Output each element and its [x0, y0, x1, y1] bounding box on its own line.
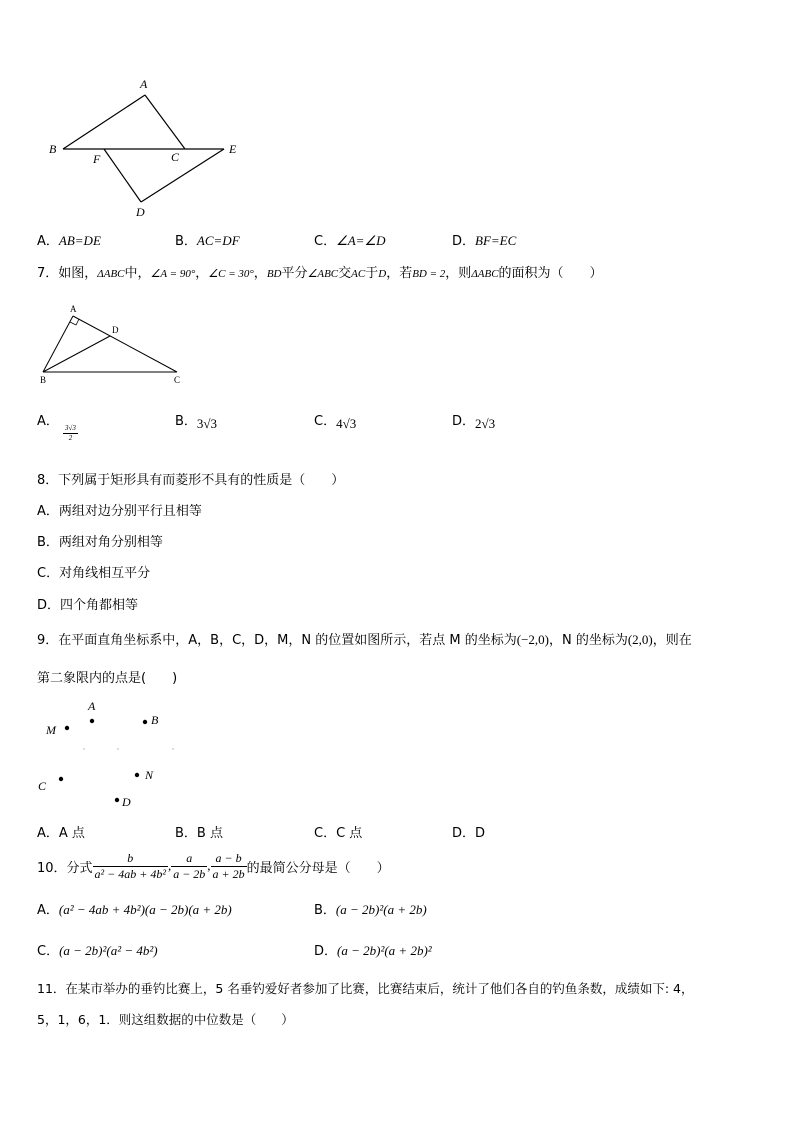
- point-b: [143, 720, 147, 724]
- q10-option-a[interactable]: A．(a² − 4ab + 4b²)(a − 2b)(a + 2b): [37, 902, 232, 918]
- q9-option-a[interactable]: A．A 点: [37, 826, 85, 841]
- tri-label-d: D: [112, 325, 119, 335]
- q7-stem: 7．如图，ΔABC中，∠A = 90°，∠C = 30°，BD平分∠ABC交AC于D，若BD = 2，则ΔABC的面积为（ ）: [37, 266, 603, 281]
- point-label-f: F: [93, 152, 101, 166]
- q7-option-d[interactable]: D．2√3: [452, 414, 496, 431]
- point-n: [135, 773, 139, 777]
- point-label-d: D: [136, 205, 145, 219]
- q8-option-d[interactable]: D．四个角都相等: [37, 598, 139, 613]
- q9-stem-line2: 第二象限内的点是( ): [37, 671, 178, 686]
- point-label-a: A: [88, 699, 96, 713]
- q8-stem: 8．下列属于矩形具有而菱形不具有的性质是（ ）: [37, 473, 345, 488]
- q10-stem: 10．分式 $\frac{b}{\text{a² − 4ab + 4b²}}$ , $\frac{a}{a - 2b}$ , $\frac{a - b}{a + 2b}$ 的最简公分母是（ ）: [37, 850, 390, 881]
- tri-label-b: B: [40, 375, 47, 385]
- point-a: [90, 719, 94, 723]
- q7-option-c[interactable]: C．4√3: [314, 414, 357, 431]
- tri-label-a: A: [70, 304, 77, 314]
- point-label-b: B: [49, 142, 57, 156]
- q6-option-b[interactable]: B．AC=DF: [175, 233, 240, 249]
- q6-option-c[interactable]: C．∠A=∠D: [314, 233, 386, 249]
- point-label-e: E: [229, 142, 237, 156]
- q9-option-d[interactable]: D．D: [452, 826, 486, 841]
- q6-option-a[interactable]: A．AB=DE: [37, 233, 101, 249]
- q8-option-b[interactable]: B．两组对角分别相等: [37, 535, 163, 550]
- point-d: [115, 798, 119, 802]
- q9-stem-line1: 9．在平面直角坐标系中，A，B，C，D，M，N 的位置如图所示，若点 M 的坐标为(−2,0)，N 的坐标为(2,0)，则在: [37, 632, 692, 648]
- point-label-a: A: [140, 77, 148, 91]
- point-m: [65, 726, 69, 730]
- point-label-m: M: [46, 723, 56, 737]
- point-label-c: C: [171, 150, 180, 164]
- q7-option-a[interactable]: A． $\frac{3√3}{2}$: [37, 414, 76, 442]
- q10-option-b[interactable]: B．(a − 2b)²(a + 2b): [314, 902, 427, 918]
- point-label-b: B: [151, 713, 159, 727]
- q10-option-d[interactable]: D．(a − 2b)²(a + 2b)²: [314, 943, 432, 959]
- tick-dot: [83, 748, 84, 749]
- tick-dot: [117, 748, 118, 749]
- q8-option-a[interactable]: A．两组对边分别平行且相等: [37, 504, 202, 519]
- point-label-d: D: [122, 795, 131, 809]
- q11-stem-line1: 11．在某市举办的垂钓比赛上，5 名垂钓爱好者参加了比赛，比赛结束后，统计了他们各自的钓鱼条数，成绩如下: 4，: [37, 981, 694, 996]
- tick-dot: [172, 748, 173, 749]
- q11-stem-line2: 5，1，6，1．则这组数据的中位数是（ ）: [37, 1012, 294, 1027]
- point-c: [59, 777, 63, 781]
- tri-label-c: C: [174, 375, 181, 385]
- point-label-n: N: [145, 768, 154, 782]
- fraction-3root3-over-2: $\frac{3√3}{2}$: [65, 424, 76, 442]
- q6-option-d[interactable]: D．BF=EC: [452, 233, 517, 249]
- q9-option-b[interactable]: B．B 点: [175, 826, 223, 841]
- q8-option-c[interactable]: C．对角线相互平分: [37, 566, 151, 581]
- fraction-3: $\frac{a - b}{a + 2b}$: [212, 850, 245, 881]
- fraction-2: $\frac{a}{a - 2b}$: [173, 850, 206, 881]
- q9-option-c[interactable]: C．C 点: [314, 826, 363, 841]
- point-label-c: C: [38, 779, 47, 793]
- q10-option-c[interactable]: C．(a − 2b)²(a² − 4b²): [37, 943, 158, 959]
- fraction-1: $\frac{b}{\text{a² − 4ab + 4b²}}$: [94, 850, 166, 881]
- q7-option-b[interactable]: B．3√3: [175, 414, 218, 431]
